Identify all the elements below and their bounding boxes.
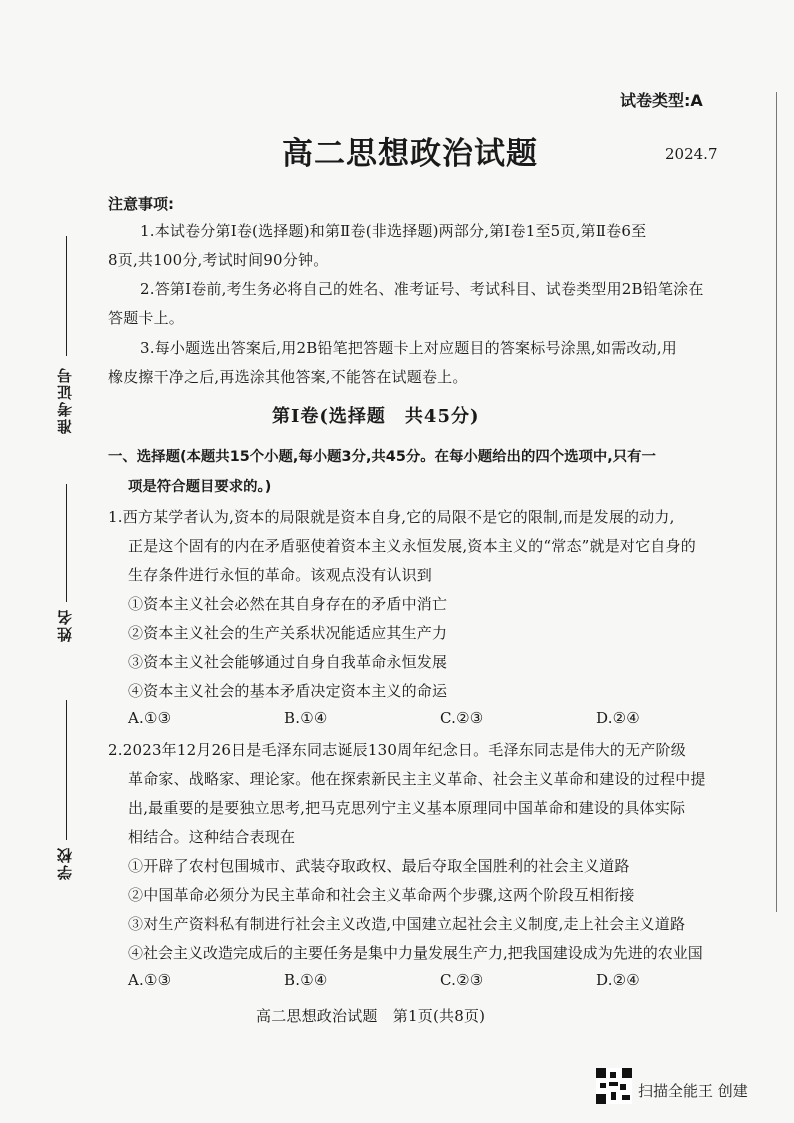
binding-line-mid (66, 484, 67, 602)
notice-line: 橡皮擦干净之后,再选涂其他答案,不能答在试题卷上。 (108, 368, 468, 386)
exam-date: 2024.7 (665, 145, 718, 163)
option-a: A.①③ (128, 971, 172, 989)
question-stem-line: 相结合。这种结合表现在 (128, 828, 296, 846)
side-label-name: 姓名 (56, 608, 74, 642)
question-statement: ②中国革命必须分为民主革命和社会主义革命两个步骤,这两个阶段互相衔接 (128, 886, 635, 904)
question-stem-line: 革命家、战略家、理论家。他在探索新民主主义革命、社会主义革命和建设的过程中提 (128, 770, 706, 788)
side-label-school: 学校 (56, 846, 74, 880)
question-statement: ①开辟了农村包围城市、武装夺取政权、最后夺取全国胜利的社会主义道路 (128, 857, 630, 875)
question-stem-line: 1.西方某学者认为,资本的局限就是资本自身,它的局限不是它的限制,而是发展的动力, (108, 508, 675, 526)
notice-line: 2.答第Ⅰ卷前,考生务必将自己的姓名、准考证号、考试科目、试卷类型用2B铅笔涂在 (140, 280, 704, 298)
qr-code-icon (596, 1068, 632, 1104)
question-statement: ④社会主义改造完成后的主要任务是集中力量发展生产力,把我国建设成为先进的农业国 (128, 944, 703, 962)
option-d: D.②④ (596, 971, 640, 989)
section-title: 第Ⅰ卷(选择题 共45分) (272, 406, 480, 427)
option-b: B.①④ (284, 971, 328, 989)
page-footer: 高二思想政治试题 第1页(共8页) (256, 1007, 486, 1025)
binding-line-top (66, 236, 67, 356)
notice-heading: 注意事项: (108, 195, 174, 213)
section-instruction: 一、选择题(本题共15个小题,每小题3分,共45分。在每小题给出的四个选项中,只有一 (108, 449, 656, 465)
question-statement: ②资本主义社会的生产关系状况能适应其生产力 (128, 624, 448, 642)
right-edge-line (776, 92, 777, 912)
question-stem-line: 正是这个固有的内在矛盾驱使着资本主义永恒发展,资本主义的“常态”就是对它自身的 (128, 537, 696, 555)
notice-line: 答题卡上。 (108, 309, 185, 327)
question-stem-line: 生存条件进行永恒的革命。该观点没有认识到 (128, 566, 433, 584)
binding-line-low (66, 700, 67, 840)
page-title: 高二思想政治试题 (282, 136, 538, 172)
option-c: C.②③ (440, 971, 484, 989)
notice-line: 1.本试卷分第Ⅰ卷(选择题)和第Ⅱ卷(非选择题)两部分,第Ⅰ卷1至5页,第Ⅱ卷6至 (140, 222, 647, 240)
notice-line: 8页,共100分,考试时间90分钟。 (108, 251, 329, 269)
option-c: C.②③ (440, 709, 484, 727)
question-statement: ①资本主义社会必然在其自身存在的矛盾中消亡 (128, 595, 448, 613)
option-b: B.①④ (284, 709, 328, 727)
option-d: D.②④ (596, 709, 640, 727)
section-instruction: 项是符合题目要求的。) (128, 479, 272, 495)
paper-type: 试卷类型:A (620, 91, 703, 110)
question-statement: ③对生产资料私有制进行社会主义改造,中国建立起社会主义制度,走上社会主义道路 (128, 915, 686, 933)
question-stem-line: 2.2023年12月26日是毛泽东同志诞辰130周年纪念日。毛泽东同志是伟大的无产阶级 (108, 741, 686, 759)
question-statement: ③资本主义社会能够通过自身自我革命永恒发展 (128, 653, 448, 671)
side-label-exam-number: 准考证号 (56, 366, 74, 434)
question-statement: ④资本主义社会的基本矛盾决定资本主义的命运 (128, 682, 448, 700)
option-a: A.①③ (128, 709, 172, 727)
notice-line: 3.每小题选出答案后,用2B铅笔把答题卡上对应题目的答案标号涂黑,如需改动,用 (140, 339, 677, 357)
scanner-watermark: 扫描全能王 创建 (638, 1082, 748, 1100)
question-stem-line: 出,最重要的是要独立思考,把马克思列宁主义基本原理同中国革命和建设的具体实际 (128, 799, 686, 817)
